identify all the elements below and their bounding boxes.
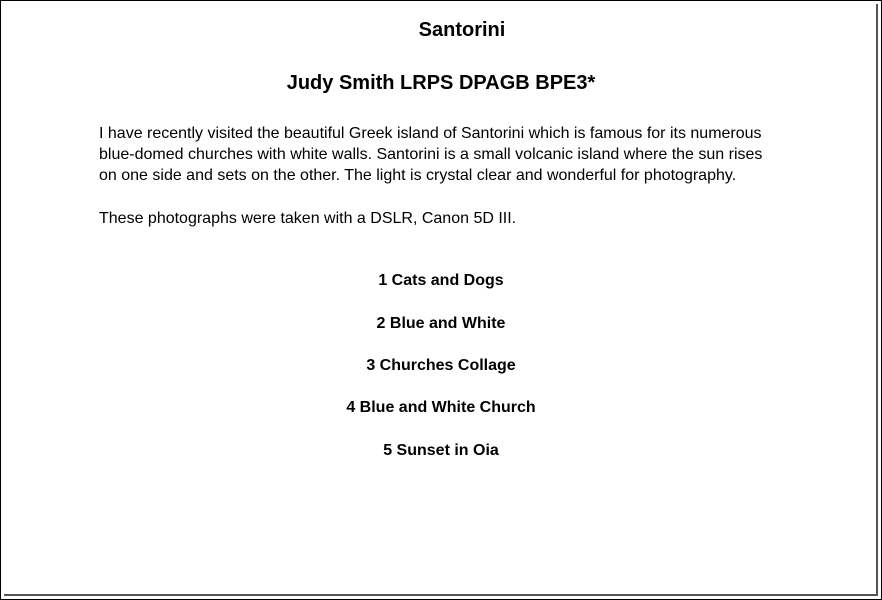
document-title: Santorini <box>418 19 506 41</box>
equipment-note: These photographs were taken with a DSLR, Canon 5D III. <box>99 210 517 227</box>
photo-list-item: 5 Sunset in Oia <box>383 442 499 459</box>
photo-list-item: 1 Cats and Dogs <box>378 272 504 289</box>
intro-line: blue-domed churches with white walls. Santorini is a small volcanic island where the sun rises <box>99 146 763 163</box>
photo-list-item: 3 Churches Collage <box>366 357 516 374</box>
intro-line: I have recently visited the beautiful Greek island of Santorini which is famous for its numerous <box>99 125 762 142</box>
intro-paragraph <box>99 123 879 186</box>
intro-line: on one side and sets on the other. The light is crystal clear and wonderful for photography. <box>99 167 737 184</box>
photo-list-item: 2 Blue and White <box>376 315 506 332</box>
author-line: Judy Smith LRPS DPAGB BPE3* <box>286 72 596 94</box>
photo-list-item: 4 Blue and White Church <box>346 399 536 416</box>
